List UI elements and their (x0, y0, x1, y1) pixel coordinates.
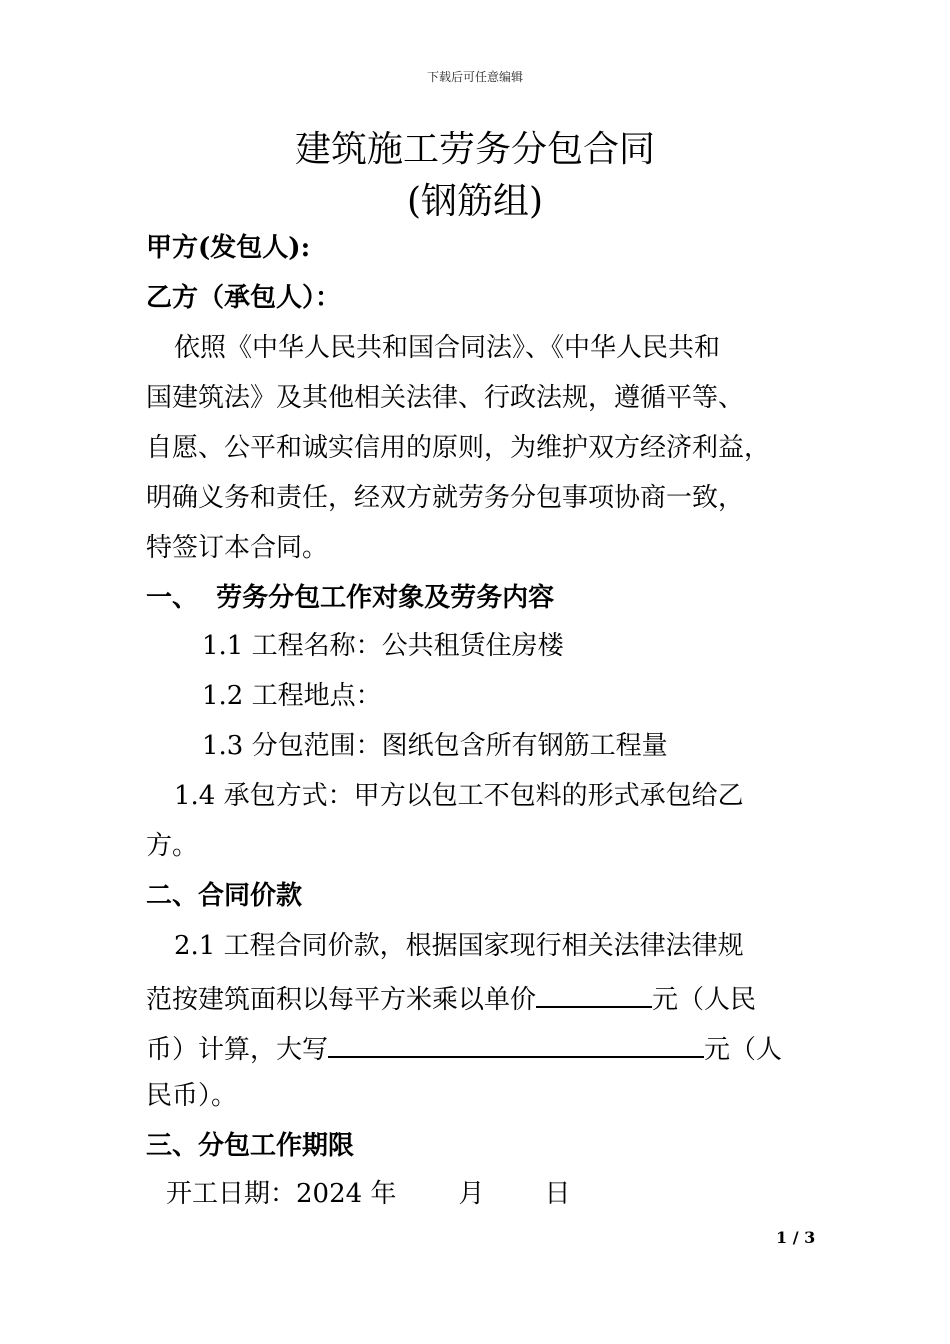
contract-method-line-1: 1.4 承包方式：甲方以包工不包料的形式承包给乙 (174, 781, 744, 811)
start-date-label: 开工日期：2024 年 (166, 1179, 397, 1209)
price-line-2-unit: 元（人民 (652, 985, 757, 1015)
price-line-1: 2.1 工程合同价款，根据国家现行相关法律法律规 (174, 931, 744, 961)
unit-price-blank[interactable] (536, 980, 652, 1008)
contract-method-line-2: 方。 (146, 831, 199, 861)
preamble-line-3: 自愿、公平和诚实信用的原则，为维护双方经济利益， (146, 433, 771, 463)
start-date-day: 日 (544, 1179, 571, 1209)
section-2-heading: 二、合同价款 (146, 881, 303, 911)
price-line-4: 民币）。 (146, 1081, 238, 1111)
start-date-month: 月 (458, 1179, 485, 1209)
price-line-3-unit: 元（人 (704, 1035, 783, 1065)
project-name: 1.1 工程名称：公共租赁住房楼 (202, 631, 564, 661)
subcontract-scope: 1.3 分包范围：图纸包含所有钢筋工程量 (202, 731, 668, 761)
preamble-line-1: 依照《中华人民共和国合同法》、《中华人民共和 (174, 333, 721, 363)
header-note: 下载后可任意编辑 (426, 70, 523, 84)
section-1-heading: 一、 劳务分包工作对象及劳务内容 (146, 583, 555, 613)
section-3-heading: 三、分包工作期限 (146, 1131, 355, 1161)
price-line-2-text: 范按建筑面积以每平方米乘以单价 (146, 985, 537, 1015)
party-a-label: 甲方(发包人): (146, 233, 311, 263)
price-line-3-text: 币）计算，大写 (146, 1035, 329, 1065)
start-date (166, 1178, 570, 1210)
page-number: 1 / 3 (776, 1228, 816, 1247)
document-title: 建筑施工劳务分包合同 (294, 129, 655, 170)
party-b-label: 乙方（承包人）： (146, 283, 342, 313)
document-subtitle: (钢筋组) (406, 181, 544, 222)
preamble-line-4: 明确义务和责任，经双方就劳务分包事项协商一致， (146, 483, 745, 513)
amount-in-words-blank[interactable] (328, 1030, 704, 1058)
project-location: 1.2 工程地点： (202, 681, 382, 711)
price-line-2 (146, 980, 756, 1016)
preamble-line-5: 特签订本合同。 (146, 533, 329, 563)
price-line-3 (146, 1030, 782, 1066)
preamble-line-2: 国建筑法》及其他相关法律、行政法规，遵循平等、 (146, 383, 745, 413)
